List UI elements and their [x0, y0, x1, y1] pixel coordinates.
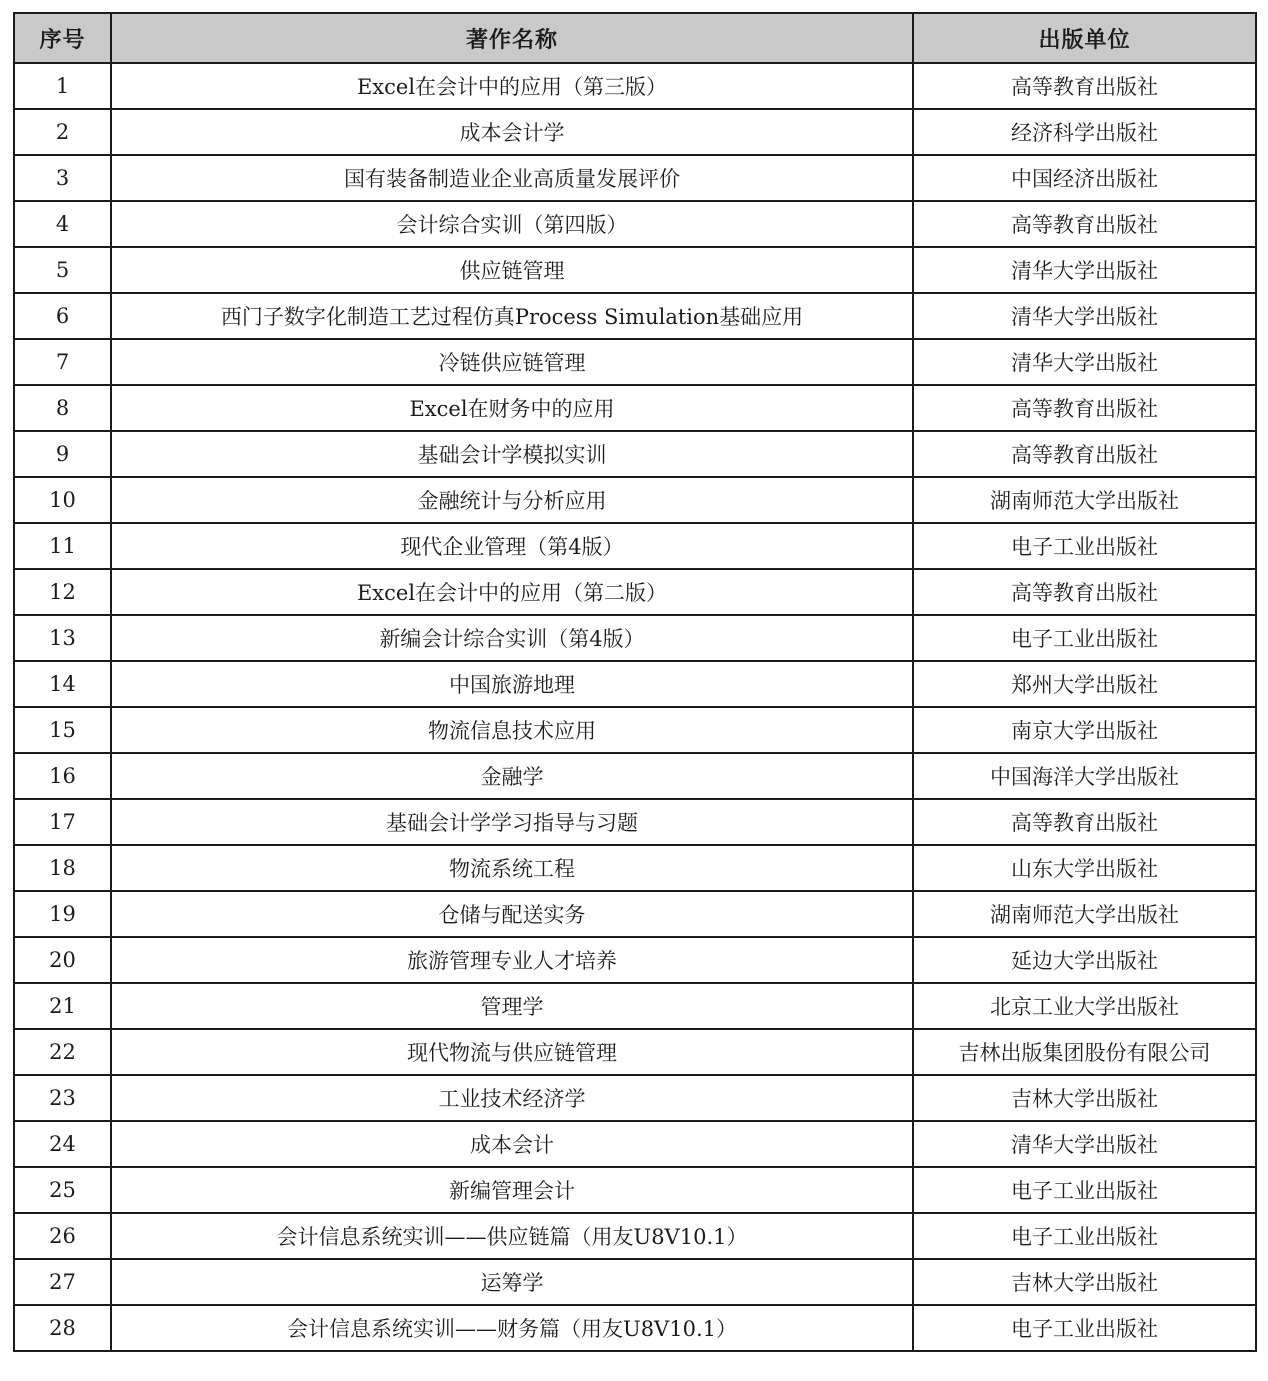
row-number-cell: 2: [14, 109, 111, 155]
row-number-cell: 7: [14, 339, 111, 385]
publisher-cell: 高等教育出版社: [913, 385, 1256, 431]
publisher-cell: 高等教育出版社: [913, 63, 1256, 109]
table-row: [14, 523, 1256, 569]
title-cell: 会计综合实训（第四版）: [111, 201, 913, 247]
publisher-cell: 高等教育出版社: [913, 569, 1256, 615]
publisher-cell: 清华大学出版社: [913, 1121, 1256, 1167]
row-number-cell: 5: [14, 247, 111, 293]
table-row: [14, 753, 1256, 799]
table-row: [14, 155, 1256, 201]
table-row: [14, 661, 1256, 707]
publisher-cell: 高等教育出版社: [913, 799, 1256, 845]
title-cell: 新编管理会计: [111, 1167, 913, 1213]
table-row: [14, 937, 1256, 983]
title-cell: 运筹学: [111, 1259, 913, 1305]
table-row: [14, 1075, 1256, 1121]
row-number-cell: 8: [14, 385, 111, 431]
table-row: [14, 1305, 1256, 1351]
publisher-cell: 南京大学出版社: [913, 707, 1256, 753]
publisher-cell: 高等教育出版社: [913, 431, 1256, 477]
publisher-cell: 北京工业大学出版社: [913, 983, 1256, 1029]
publisher-cell: 吉林出版集团股份有限公司: [913, 1029, 1256, 1075]
publisher-cell: 清华大学出版社: [913, 247, 1256, 293]
publisher-cell: 高等教育出版社: [913, 201, 1256, 247]
publisher-cell: 吉林大学出版社: [913, 1259, 1256, 1305]
row-number-cell: 19: [14, 891, 111, 937]
publisher-cell: 清华大学出版社: [913, 293, 1256, 339]
row-number-cell: 9: [14, 431, 111, 477]
title-cell: 基础会计学学习指导与习题: [111, 799, 913, 845]
title-cell: 金融学: [111, 753, 913, 799]
header-title: 著作名称: [111, 13, 913, 63]
title-cell: 管理学: [111, 983, 913, 1029]
title-cell: 基础会计学模拟实训: [111, 431, 913, 477]
row-number-cell: 12: [14, 569, 111, 615]
row-number-cell: 6: [14, 293, 111, 339]
publisher-cell: 山东大学出版社: [913, 845, 1256, 891]
table-row: [14, 385, 1256, 431]
row-number-cell: 3: [14, 155, 111, 201]
publisher-cell: 湖南师范大学出版社: [913, 891, 1256, 937]
title-cell: Excel在会计中的应用（第二版）: [111, 569, 913, 615]
title-cell: 冷链供应链管理: [111, 339, 913, 385]
title-cell: 物流系统工程: [111, 845, 913, 891]
publisher-cell: 延边大学出版社: [913, 937, 1256, 983]
title-cell: 金融统计与分析应用: [111, 477, 913, 523]
title-cell: 西门子数字化制造工艺过程仿真Process Simulation基础应用: [111, 293, 913, 339]
publisher-cell: 湖南师范大学出版社: [913, 477, 1256, 523]
row-number-cell: 13: [14, 615, 111, 661]
publisher-cell: 电子工业出版社: [913, 1167, 1256, 1213]
publisher-cell: 郑州大学出版社: [913, 661, 1256, 707]
table-row: [14, 201, 1256, 247]
title-cell: 成本会计: [111, 1121, 913, 1167]
header-row: [14, 13, 1256, 63]
table-row: [14, 247, 1256, 293]
title-cell: 旅游管理专业人才培养: [111, 937, 913, 983]
title-cell: 新编会计综合实训（第4版）: [111, 615, 913, 661]
title-cell: 会计信息系统实训——供应链篇（用友U8V10.1）: [111, 1213, 913, 1259]
header-publisher: 出版单位: [913, 13, 1256, 63]
row-number-cell: 23: [14, 1075, 111, 1121]
table-row: [14, 1029, 1256, 1075]
table-row: [14, 983, 1256, 1029]
title-cell: 现代物流与供应链管理: [111, 1029, 913, 1075]
title-cell: 工业技术经济学: [111, 1075, 913, 1121]
table-row: [14, 1213, 1256, 1259]
table-row: [14, 1259, 1256, 1305]
publisher-cell: 电子工业出版社: [913, 1305, 1256, 1351]
row-number-cell: 18: [14, 845, 111, 891]
row-number-cell: 25: [14, 1167, 111, 1213]
row-number-cell: 17: [14, 799, 111, 845]
row-number-cell: 15: [14, 707, 111, 753]
title-cell: 国有装备制造业企业高质量发展评价: [111, 155, 913, 201]
table-row: [14, 615, 1256, 661]
publisher-cell: 中国海洋大学出版社: [913, 753, 1256, 799]
title-cell: 会计信息系统实训——财务篇（用友U8V10.1）: [111, 1305, 913, 1351]
publisher-cell: 电子工业出版社: [913, 523, 1256, 569]
row-number-cell: 10: [14, 477, 111, 523]
table-row: [14, 339, 1256, 385]
row-number-cell: 28: [14, 1305, 111, 1351]
table-row: [14, 63, 1256, 109]
row-number-cell: 24: [14, 1121, 111, 1167]
table-row: [14, 1167, 1256, 1213]
table-row: [14, 707, 1256, 753]
title-cell: 现代企业管理（第4版）: [111, 523, 913, 569]
table-row: [14, 477, 1256, 523]
table-body: [14, 63, 1256, 1351]
table-row: [14, 431, 1256, 477]
row-number-cell: 4: [14, 201, 111, 247]
row-number-cell: 22: [14, 1029, 111, 1075]
row-number-cell: 16: [14, 753, 111, 799]
title-cell: 供应链管理: [111, 247, 913, 293]
header-number: 序号: [14, 13, 111, 63]
publisher-cell: 吉林大学出版社: [913, 1075, 1256, 1121]
row-number-cell: 20: [14, 937, 111, 983]
publisher-cell: 经济科学出版社: [913, 109, 1256, 155]
title-cell: Excel在财务中的应用: [111, 385, 913, 431]
row-number-cell: 27: [14, 1259, 111, 1305]
row-number-cell: 1: [14, 63, 111, 109]
table-row: [14, 109, 1256, 155]
title-cell: 物流信息技术应用: [111, 707, 913, 753]
table-row: [14, 569, 1256, 615]
table-row: [14, 1121, 1256, 1167]
publisher-cell: 电子工业出版社: [913, 615, 1256, 661]
row-number-cell: 11: [14, 523, 111, 569]
row-number-cell: 14: [14, 661, 111, 707]
table-row: [14, 845, 1256, 891]
publications-table: [13, 12, 1257, 1352]
table-row: [14, 799, 1256, 845]
row-number-cell: 26: [14, 1213, 111, 1259]
publisher-cell: 中国经济出版社: [913, 155, 1256, 201]
title-cell: 仓储与配送实务: [111, 891, 913, 937]
row-number-cell: 21: [14, 983, 111, 1029]
title-cell: 成本会计学: [111, 109, 913, 155]
title-cell: 中国旅游地理: [111, 661, 913, 707]
publisher-cell: 电子工业出版社: [913, 1213, 1256, 1259]
title-cell: Excel在会计中的应用（第三版）: [111, 63, 913, 109]
table-row: [14, 293, 1256, 339]
table-row: [14, 891, 1256, 937]
publisher-cell: 清华大学出版社: [913, 339, 1256, 385]
